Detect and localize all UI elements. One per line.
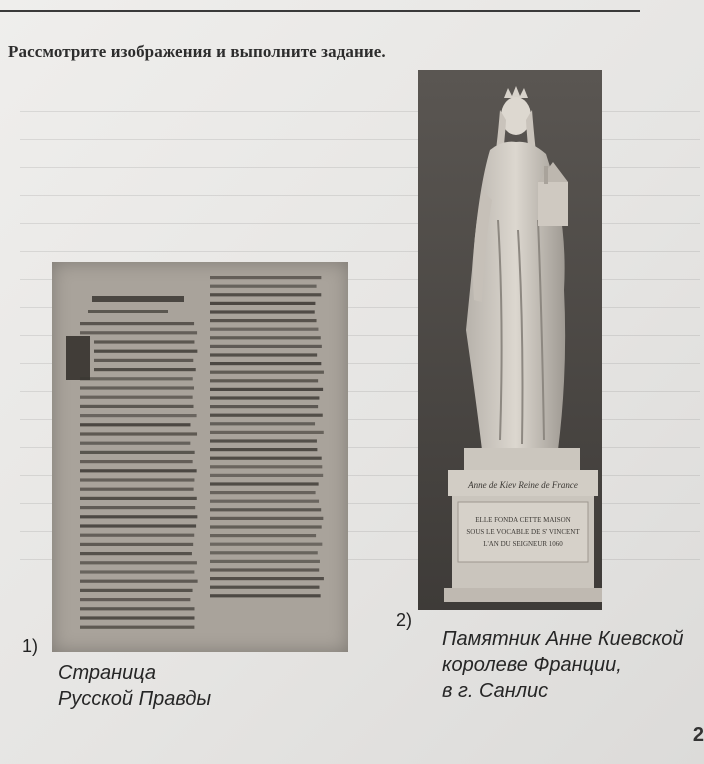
manuscript-script-line bbox=[80, 386, 194, 389]
figure-1-caption-line-1: Страница bbox=[58, 662, 157, 684]
manuscript-script-line bbox=[80, 488, 194, 491]
inscription-line-1: ELLE FONDA CETTE MAISON bbox=[475, 516, 571, 524]
manuscript-script-line bbox=[80, 451, 195, 454]
manuscript-script-line bbox=[210, 500, 319, 503]
manuscript-script-line bbox=[80, 497, 197, 500]
manuscript-script-line bbox=[80, 589, 193, 592]
manuscript-script-line bbox=[210, 474, 323, 477]
manuscript-script-line bbox=[80, 506, 195, 509]
manuscript-script-line bbox=[210, 551, 318, 554]
figure-2-caption-line-1: Памятник Анне Киевской bbox=[442, 628, 684, 650]
manuscript-script-line bbox=[210, 491, 316, 494]
manuscript-script-line bbox=[80, 607, 194, 610]
pedestal-top-text: Anne de Kiev Reine de France bbox=[468, 480, 578, 490]
manuscript-script-line bbox=[210, 508, 321, 511]
manuscript-script-line bbox=[80, 543, 193, 546]
inscription-line-2: SOUS LE VOCABLE DE S' VINCENT bbox=[466, 528, 580, 536]
manuscript-script-line bbox=[210, 457, 322, 460]
manuscript-script-line bbox=[80, 616, 194, 619]
manuscript-script-line bbox=[210, 586, 319, 589]
manuscript-script-line bbox=[80, 478, 194, 481]
manuscript-script-line bbox=[92, 296, 184, 302]
figure-2-caption-line-2: королеве Франции, bbox=[442, 654, 622, 676]
inscription-line-3: L'AN DU SEIGNEUR 1060 bbox=[483, 540, 563, 548]
manuscript-script-line bbox=[210, 405, 318, 408]
manuscript-script-line bbox=[80, 322, 194, 325]
manuscript-script-line bbox=[80, 423, 190, 426]
manuscript-script-line bbox=[80, 442, 190, 445]
manuscript-script-line bbox=[80, 524, 196, 527]
manuscript-script-line bbox=[210, 388, 323, 391]
manuscript-script-line bbox=[210, 362, 321, 365]
manuscript-script-line bbox=[80, 515, 197, 518]
task-instruction: Рассмотрите изображения и выполните задание. bbox=[8, 42, 386, 61]
manuscript-script-line bbox=[210, 345, 322, 348]
manuscript-script-line bbox=[80, 469, 197, 472]
manuscript-script-line bbox=[210, 543, 322, 546]
manuscript-script-line bbox=[210, 353, 317, 356]
manuscript-script-line bbox=[80, 570, 194, 573]
figure-2-caption-line-3: в г. Санлис bbox=[442, 680, 549, 702]
manuscript-script-line bbox=[80, 580, 198, 583]
manuscript-script-line bbox=[210, 525, 322, 528]
manuscript-script-line bbox=[210, 568, 319, 571]
manuscript-drop-cap bbox=[66, 336, 90, 380]
manuscript-script-line bbox=[210, 560, 320, 563]
manuscript-script-line bbox=[88, 310, 168, 313]
statue-image bbox=[418, 70, 602, 610]
manuscript-script-line bbox=[210, 293, 321, 296]
page-number: 2 bbox=[692, 724, 704, 746]
manuscript-script-line bbox=[210, 439, 317, 442]
manuscript-script-line bbox=[94, 359, 193, 362]
figure-1-caption bbox=[58, 660, 211, 712]
manuscript-script-line bbox=[80, 552, 192, 555]
manuscript-script-line bbox=[80, 377, 193, 380]
manuscript-script-line bbox=[210, 534, 316, 537]
figure-2-number: 2) bbox=[396, 610, 413, 630]
figure-1-number: 1) bbox=[22, 636, 39, 656]
manuscript-script-line bbox=[210, 276, 321, 279]
manuscript-script-line bbox=[80, 414, 197, 417]
manuscript-script-line bbox=[210, 448, 317, 451]
manuscript-script-line bbox=[80, 331, 197, 334]
manuscript-script-line bbox=[210, 482, 319, 485]
manuscript-script-line bbox=[210, 465, 322, 468]
manuscript-script-line bbox=[210, 319, 317, 322]
manuscript-script-line bbox=[210, 414, 323, 417]
manuscript-script-line bbox=[210, 302, 315, 305]
manuscript-script-line bbox=[80, 405, 194, 408]
figure-1-caption-line-2: Русской Правды bbox=[58, 688, 212, 710]
manuscript-script-line bbox=[210, 577, 324, 580]
manuscript-script-line bbox=[80, 396, 193, 399]
manuscript-script-line bbox=[210, 594, 321, 597]
manuscript-script-line bbox=[210, 422, 315, 425]
manuscript-image bbox=[52, 262, 348, 652]
manuscript-script-line bbox=[210, 396, 319, 399]
manuscript-script-line bbox=[210, 285, 317, 288]
manuscript-script-line bbox=[210, 517, 323, 520]
manuscript-script-line bbox=[210, 379, 318, 382]
manuscript-script-line bbox=[94, 368, 196, 371]
manuscript-script-line bbox=[80, 534, 194, 537]
manuscript-script-line bbox=[80, 561, 197, 564]
manuscript-script-line bbox=[80, 598, 190, 601]
manuscript-script-line bbox=[94, 350, 197, 353]
manuscript-script-line bbox=[210, 431, 324, 434]
manuscript-script-line bbox=[80, 460, 193, 463]
figure-2-caption bbox=[442, 626, 684, 704]
manuscript-script-line bbox=[210, 336, 321, 339]
manuscript-script-line bbox=[210, 310, 315, 313]
manuscript-script-line bbox=[210, 328, 318, 331]
manuscript-script-line bbox=[94, 340, 194, 343]
manuscript-script-line bbox=[210, 371, 324, 374]
manuscript-script-line bbox=[80, 626, 194, 629]
manuscript-script-line bbox=[80, 432, 197, 435]
top-rule bbox=[0, 10, 640, 12]
